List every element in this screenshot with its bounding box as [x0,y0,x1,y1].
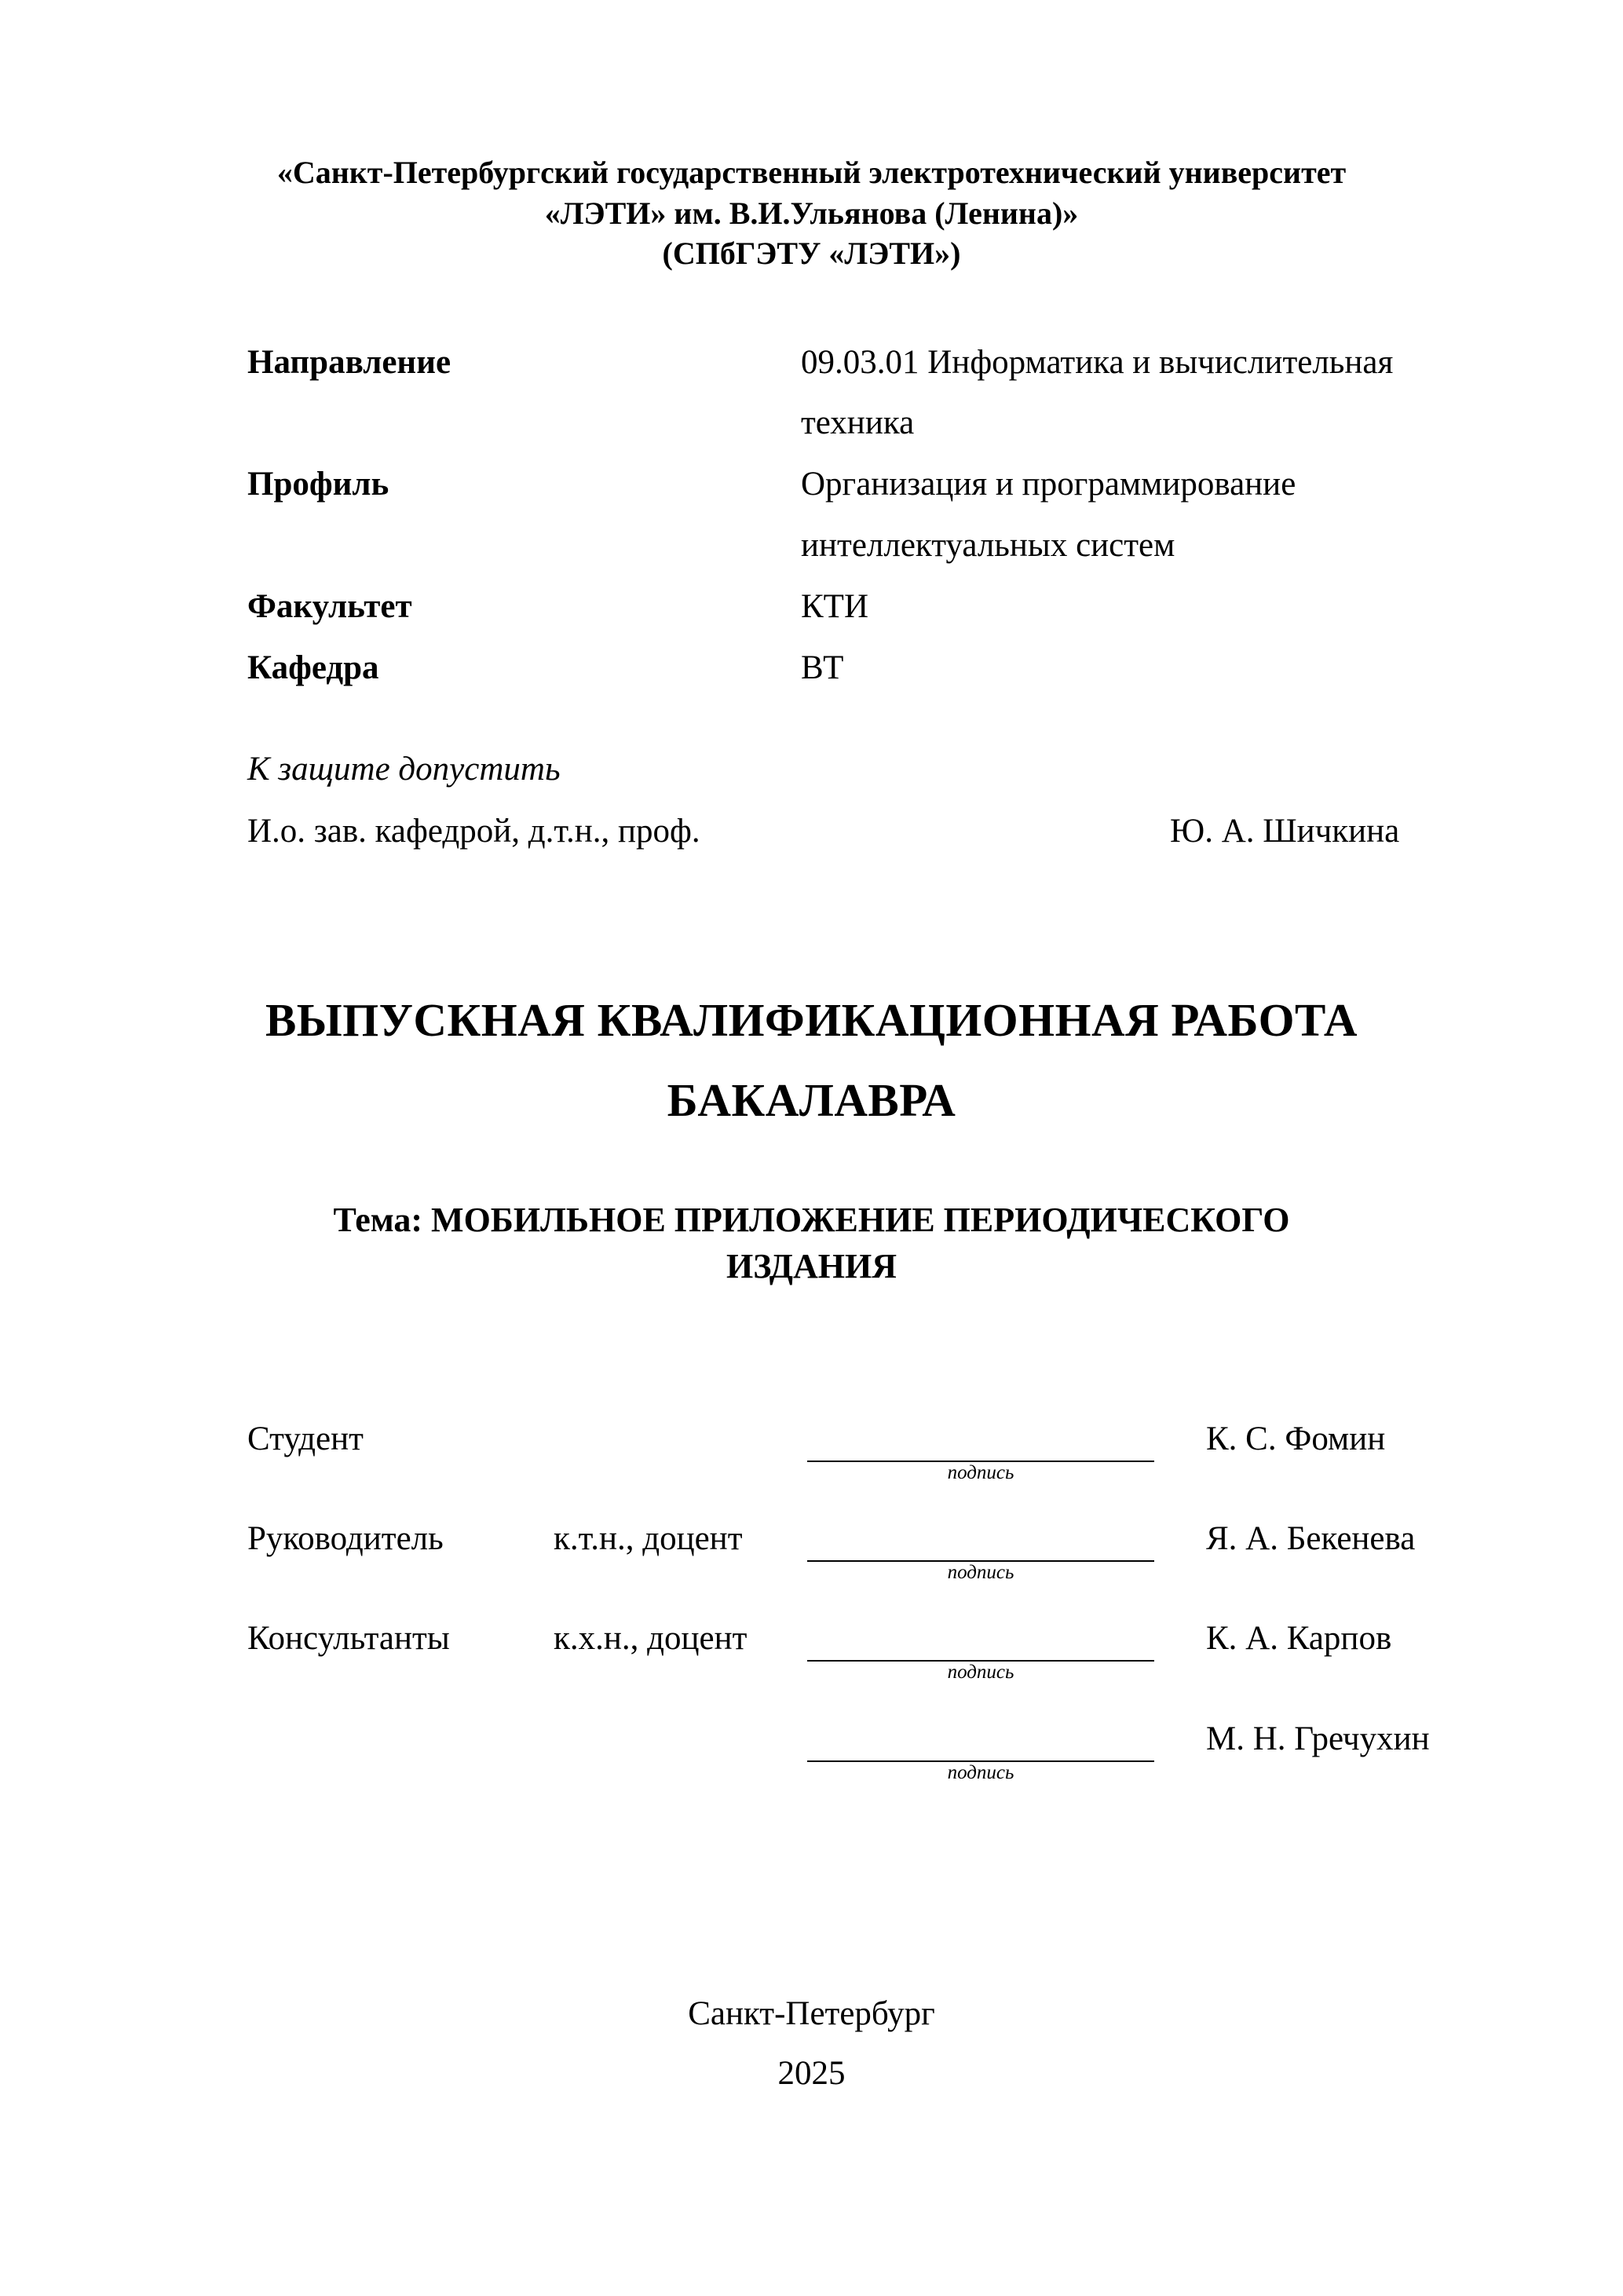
profile-value-line2: интеллектуальных систем [801,527,1175,564]
approver-name: Ю. А. Шичкина [1170,813,1400,850]
signature-role: Руководитель [247,1520,444,1557]
department-label: Кафедра [247,649,379,686]
signature-name: М. Н. Гречухин [1206,1720,1430,1757]
university-name-line1: «Санкт-Петербургский государственный электротехнический университет [276,155,1347,190]
faculty-value: КТИ [801,588,868,625]
signature-caption: подпись [947,1562,1014,1583]
department-value: ВТ [801,649,844,686]
university-short-name: (СПбГЭТУ «ЛЭТИ») [662,236,961,271]
direction-value-line2: техника [801,404,915,441]
signature-caption: подпись [947,1662,1014,1683]
profile-label: Профиль [247,466,389,503]
university-name-line2: «ЛЭТИ» им. В.И.Ульянова (Ленина)» [544,196,1079,231]
signature-name: К. А. Карпов [1206,1620,1392,1657]
admit-to-defense-text: К защите допустить [247,751,561,788]
direction-label: Направление [247,344,451,381]
work-title-line1: ВЫПУСКНАЯ КВАЛИФИКАЦИОННАЯ РАБОТА [265,994,1358,1046]
profile-value-line1: Организация и программирование [801,466,1296,503]
signature-role: Студент [247,1420,364,1457]
work-title-line2: БАКАЛАВРА [667,1074,956,1126]
signature-name: Я. А. Бекенева [1206,1520,1416,1557]
signature-name: К. С. Фомин [1206,1420,1386,1457]
signature-degree: к.т.н., доцент [554,1520,743,1557]
topic-line1: Тема: МОБИЛЬНОЕ ПРИЛОЖЕНИЕ ПЕРИОДИЧЕСКОГО [333,1201,1290,1239]
topic-line2: ИЗДАНИЯ [726,1247,897,1285]
signature-role: Консультанты [247,1620,450,1657]
direction-value-line1: 09.03.01 Информатика и вычислительная [801,344,1394,381]
signature-degree: к.х.н., доцент [554,1620,748,1657]
signature-caption: подпись [947,1462,1014,1483]
signature-caption: подпись [947,1762,1014,1783]
approver-position: И.о. зав. кафедрой, д.т.н., проф. [247,813,700,850]
city: Санкт-Петербург [688,1995,935,2032]
faculty-label: Факультет [247,588,412,625]
year: 2025 [777,2055,846,2092]
